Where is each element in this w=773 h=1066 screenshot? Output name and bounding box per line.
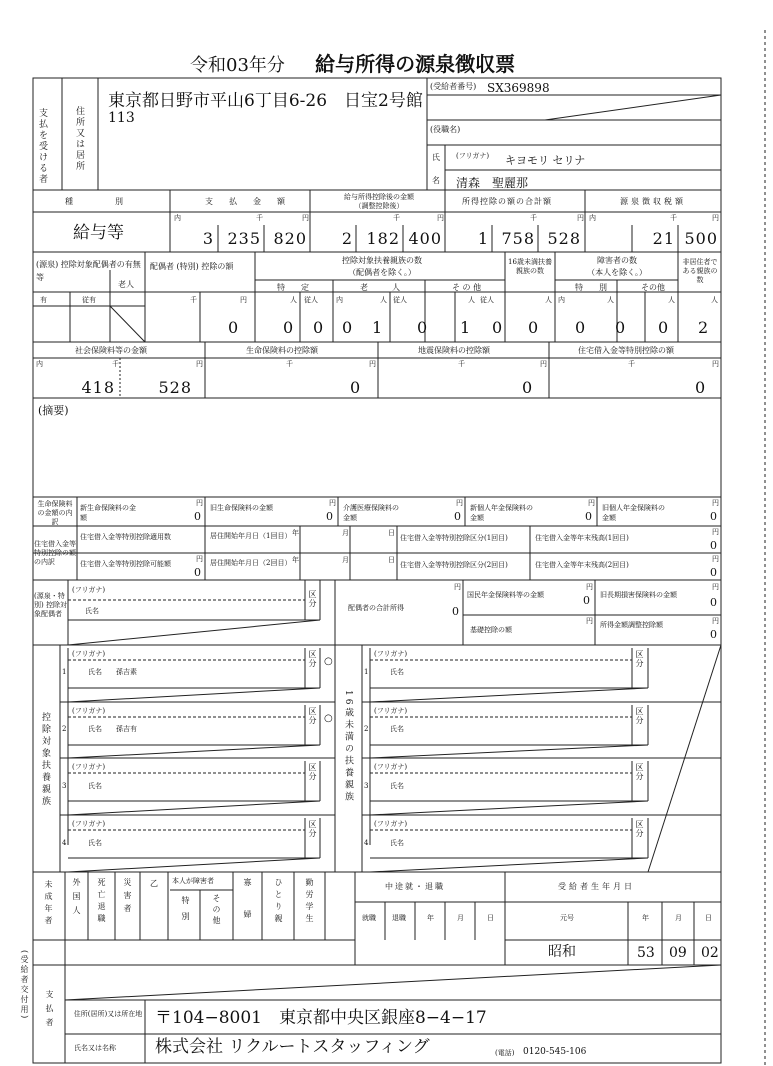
dep-left-mark-2: ○ <box>324 713 333 724</box>
unit-en-11: 円 <box>329 499 336 507</box>
housing-day-2: 日 <box>388 556 395 564</box>
hdr-deps-count: 控除対象扶養親族の数 （配偶者を除く。） <box>342 256 422 277</box>
hdr-spouse-deduction: 配偶者 (特別) 控除の額 <box>150 262 234 271</box>
deps-left-label: 控除対象扶養親族 <box>40 712 50 808</box>
unit-nin-4: 人 <box>545 296 552 304</box>
unit-uchi-4: 内 <box>558 296 565 304</box>
old-longterm-value: 0 <box>710 596 717 609</box>
unit-sen-3: 千 <box>530 214 537 222</box>
dep-right-no-1: 1 <box>364 668 369 676</box>
dep-left-name-2: 孫吉有 <box>116 725 137 733</box>
unit-uchi-1: 内 <box>174 214 181 222</box>
dep-right-kubun-4: 区分 <box>635 820 644 838</box>
unit-nin-7: 人 <box>711 296 718 304</box>
housing-possible-label: 住宅借入金等特別控除可能額 <box>80 560 171 568</box>
deduction-total-thousands: 758 <box>501 229 535 248</box>
disabled-special-uchi: 0 <box>575 318 587 337</box>
dep-left-kubun-3: 区分 <box>308 763 317 781</box>
deduction-total-ones: 528 <box>547 229 581 248</box>
recipient-address-line2: 113 <box>108 110 135 126</box>
flag-minor: 未成年者 <box>44 880 53 928</box>
dep-left-furigana-2: (フリガナ) <box>72 707 106 715</box>
flag-other: その他 <box>212 894 221 927</box>
payee-label: 支払を受ける者 <box>37 108 47 185</box>
hdr-disabled-other: その他 <box>641 283 665 292</box>
social-ones: 528 <box>158 378 192 397</box>
flag-widow: 寡婦 <box>243 878 252 942</box>
spouse-income-label: 配偶者の合計所得 <box>348 604 404 612</box>
basic-deduction-label: 基礎控除の額 <box>470 626 512 634</box>
housing-kubun2-label: 住宅借入金等特別控除区分(2回目) <box>400 561 508 569</box>
unit-en-18: 円 <box>454 583 461 591</box>
dep-left-kubun-4: 区分 <box>308 820 317 838</box>
hdr-deduction-total: 所得控除の額の合計額 <box>462 197 552 206</box>
unit-en-17: 円 <box>712 555 719 563</box>
dep-right-no-3: 3 <box>364 782 369 790</box>
paid-millions: 3 <box>202 229 214 248</box>
remarks-label: (摘要) <box>38 404 69 417</box>
payer-label: 支払者 <box>45 990 54 1032</box>
payer-address: 〒104−8001 東京都中央区銀座8−4−17 <box>155 1008 487 1028</box>
unit-en-13: 円 <box>588 499 595 507</box>
spouse-furigana-label: (フリガナ) <box>72 586 106 594</box>
flag-disaster: 災害者 <box>123 878 132 917</box>
housing-month-2: 月 <box>342 556 349 564</box>
flag-single-parent: ひとり親 <box>274 878 283 926</box>
birth-year-label: 年 <box>642 914 649 922</box>
unit-en-14: 円 <box>712 499 719 507</box>
dep-right-kubun-3: 区分 <box>635 763 644 781</box>
dep-left-no-2: 2 <box>62 725 67 733</box>
dep-left-furigana-3: (フリガナ) <box>72 763 106 771</box>
old-longterm-label: 旧長期損害保険料の金額 <box>600 591 677 599</box>
life-detail-label: 生命保険料の金額の内訳 <box>37 500 73 526</box>
recipient-no-label: (受給者番号) <box>430 82 477 91</box>
special-juu-count: 0 <box>313 318 325 337</box>
national-pension-value: 0 <box>583 594 590 607</box>
unit-en-3: 円 <box>577 214 584 222</box>
new-life-value: 0 <box>194 510 201 523</box>
disabled-other-count: 0 <box>658 318 670 337</box>
new-pension-label: 新個人年金保険料の金額 <box>470 504 533 522</box>
flag-day: 日 <box>487 914 494 922</box>
old-life-value: 0 <box>326 510 333 523</box>
unit-nin-2: 人 <box>380 296 387 304</box>
special-count: 0 <box>283 318 295 337</box>
housing-balance1-label: 住宅借入金等年末残高(1回目) <box>535 534 629 542</box>
dep-right-name-label-3: 氏名 <box>390 782 404 790</box>
dep-left-furigana-4: (フリガナ) <box>72 820 106 828</box>
housing-value: 0 <box>695 378 707 397</box>
summary-type: 給与等 <box>73 223 124 243</box>
hdr-elderly: 老人 <box>118 280 134 289</box>
unit-sen-4: 千 <box>670 214 677 222</box>
hdr-spouse-flag: (源泉) 控除対象配偶者の有無等 <box>36 260 141 282</box>
unit-sen-6: 千 <box>112 360 119 368</box>
housing-balance2-value: 0 <box>710 566 717 579</box>
flag-leave: 退職 <box>392 914 406 922</box>
dep-left-kubun-1: 区分 <box>308 650 317 668</box>
housing-start2-label: 居住開始年月日（2回目） <box>210 559 292 567</box>
hdr-under16: 16歳未満扶養親族の数 <box>508 258 552 275</box>
flag-foreign: 外国人 <box>72 878 81 920</box>
birth-label: 受給者生年月日 <box>558 882 635 891</box>
housing-start1-label: 居住開始年月日（1回目） <box>210 532 292 540</box>
unit-en-8: 円 <box>540 360 547 368</box>
after-deduction-millions: 2 <box>341 229 353 248</box>
housing-balance1-value: 0 <box>710 539 717 552</box>
unit-en-16: 円 <box>196 555 203 563</box>
deduction-total-millions: 1 <box>477 229 489 248</box>
after-deduction-thousands: 182 <box>366 229 400 248</box>
spouse-deduction-value: 0 <box>228 318 240 337</box>
unit-en-9: 円 <box>712 360 719 368</box>
dep-left-name-label-3: 氏名 <box>88 782 102 790</box>
hdr-earthquake: 地震保険料の控除額 <box>418 346 490 355</box>
hdr-paid: 支 払 金 額 <box>205 197 289 206</box>
hdr-elderly2: 老 人 <box>360 283 400 292</box>
recipient-furigana: キヨモリ セリナ <box>505 154 586 167</box>
unit-uchi-2: 内 <box>589 214 596 222</box>
adjust-label: 所得金額調整控除額 <box>600 621 663 629</box>
housing-day-1: 日 <box>388 529 395 537</box>
flag-year: 年 <box>427 914 434 922</box>
dep-left-no-4: 4 <box>62 839 67 847</box>
lbl-has: 有 <box>40 296 47 304</box>
adjust-value: 0 <box>710 628 717 641</box>
address-label: 住所又は居所 <box>74 106 84 172</box>
unit-uchi-3: 内 <box>336 296 343 304</box>
recipient-name: 清森 聖麗那 <box>456 176 529 190</box>
old-pension-label: 旧個人年金保険料の金額 <box>602 504 665 522</box>
new-pension-value: 0 <box>585 510 592 523</box>
birth-day-label: 日 <box>705 914 712 922</box>
dep-right-furigana-3: (フリガナ) <box>374 763 408 771</box>
hdr-other: そ の 他 <box>452 283 482 292</box>
hdr-after-deduction: 給与所得控除後の金額 （調整控除後） <box>344 193 414 210</box>
birth-day: 02 <box>701 945 719 961</box>
housing-balance2-label: 住宅借入金等年末残高(2回目) <box>535 561 629 569</box>
dep-left-mark-1: ○ <box>324 656 333 667</box>
lbl-juuyu: 従有 <box>82 296 96 304</box>
hdr-withholding: 源泉徴収税額 <box>620 197 686 206</box>
unit-sen-7: 千 <box>286 360 293 368</box>
elderly-count: 1 <box>372 318 384 337</box>
dep-right-no-4: 4 <box>364 839 369 847</box>
housing-month-1: 月 <box>342 529 349 537</box>
unit-en-21: 円 <box>712 583 719 591</box>
unit-sen-1: 千 <box>256 214 263 222</box>
unit-en-12: 円 <box>456 499 463 507</box>
flag-midyear: 中途就・退職 <box>385 882 445 891</box>
dep-left-furigana-1: (フリガナ) <box>72 650 106 658</box>
hdr-nonresident: 非居住者である親族の数 <box>682 258 718 284</box>
dep-right-furigana-1: (フリガナ) <box>374 650 408 658</box>
unit-nin-3: 人 <box>468 296 475 304</box>
dep-left-name-label-1: 氏名 <box>88 668 102 676</box>
unit-juunin-2: 従人 <box>393 296 407 304</box>
paid-ones: 820 <box>273 229 307 248</box>
flag-special: 特別 <box>181 896 190 928</box>
dep-right-kubun-2: 区分 <box>635 707 644 725</box>
housing-year-1: 年 <box>292 529 299 537</box>
unit-en-20: 円 <box>586 617 593 625</box>
unit-uchi-5: 内 <box>36 360 43 368</box>
flag-month: 月 <box>457 914 464 922</box>
dep-left-no-1: 1 <box>62 668 67 676</box>
flag-disabled-self: 本人が障害者 <box>172 877 214 885</box>
flag-join: 就職 <box>362 914 376 922</box>
unit-en-2: 円 <box>437 214 444 222</box>
care-label: 介護医療保険料の金額 <box>343 504 399 522</box>
new-life-label: 新生命保険料の金額 <box>80 504 136 522</box>
unit-en-22: 円 <box>712 617 719 625</box>
unit-nin-6: 人 <box>668 296 675 304</box>
unit-en-15: 円 <box>712 528 719 536</box>
unit-sen-5: 千 <box>190 296 197 304</box>
dep-right-furigana-2: (フリガナ) <box>374 707 408 715</box>
unit-en-7: 円 <box>369 360 376 368</box>
hdr-disabled: 障害者の数 （本人を除く。） <box>587 256 647 277</box>
earthquake-value: 0 <box>522 378 534 397</box>
other-juu-count: 0 <box>492 318 504 337</box>
old-life-label: 旧生命保険料の金額 <box>210 504 273 512</box>
dep-left-name-label-2: 氏名 <box>88 725 102 733</box>
flag-otsu: 乙 <box>150 879 158 888</box>
hdr-social: 社会保険料等の金額 <box>75 346 147 355</box>
name-label-2: 名 <box>432 176 440 185</box>
unit-sen-8: 千 <box>458 360 465 368</box>
unit-nin-1: 人 <box>290 296 297 304</box>
housing-detail-label: 住宅借入金等特別控除の額の内訳 <box>34 540 76 566</box>
hdr-life: 生命保険料の控除額 <box>246 346 318 355</box>
birth-month: 09 <box>669 945 687 961</box>
nonresident-count: 2 <box>698 318 710 337</box>
spouse-name-label: 氏名 <box>85 607 99 615</box>
dep-right-name-label-2: 氏名 <box>390 725 404 733</box>
dep-right-furigana-4: (フリガナ) <box>374 820 408 828</box>
unit-nin-5: 人 <box>607 296 614 304</box>
birth-year: 53 <box>637 945 655 961</box>
housing-possible-value: 0 <box>194 566 201 579</box>
deps-mid-label: 16歳未満の扶養親族 <box>343 690 353 804</box>
side-label: (受給者交付用) <box>20 950 29 1021</box>
era-label: 元号 <box>560 914 574 922</box>
dep-right-name-label-1: 氏名 <box>390 668 404 676</box>
after-deduction-ones: 400 <box>408 229 442 248</box>
payer-tel: 0120-545-106 <box>523 1047 587 1057</box>
social-thousands: 418 <box>81 378 115 397</box>
unit-en-19: 円 <box>586 583 593 591</box>
dep-left-no-3: 3 <box>62 782 67 790</box>
dep-right-name-label-4: 氏名 <box>390 839 404 847</box>
recipient-address-line1: 東京都日野市平山6丁目6-26 日宝2号館 <box>108 91 423 111</box>
housing-kubun1-label: 住宅借入金等特別控除区分(1回目) <box>400 534 508 542</box>
flag-death: 死亡退職 <box>97 878 106 926</box>
unit-en-1: 円 <box>302 214 309 222</box>
hdr-housing: 住宅借入金等特別控除の額 <box>578 346 674 355</box>
dep-left-kubun-2: 区分 <box>308 707 317 725</box>
payer-address-label: 住所(居所)又は所在地 <box>73 1010 143 1018</box>
care-value: 0 <box>454 510 461 523</box>
hdr-special: 特 定 <box>277 283 309 292</box>
elderly-uchi-count: 0 <box>342 318 354 337</box>
unit-en-5: 円 <box>240 296 247 304</box>
payer-tel-label: (電話) <box>495 1049 515 1057</box>
payer-name: 株式会社 リクルートスタッフィング <box>155 1037 430 1057</box>
hdr-type: 種 別 <box>65 197 125 206</box>
housing-year-2: 年 <box>292 556 299 564</box>
disabled-special-count: 0 <box>615 318 627 337</box>
unit-en-10: 円 <box>196 499 203 507</box>
withholding-thousands: 21 <box>652 229 675 248</box>
old-pension-value: 0 <box>710 510 717 523</box>
birth-month-label: 月 <box>675 914 682 922</box>
unit-en-4: 円 <box>712 214 719 222</box>
under16-count: 0 <box>528 318 540 337</box>
dep-left-name-1: 孫吉素 <box>116 668 137 676</box>
other-count: 1 <box>460 318 472 337</box>
dep-left-name-label-4: 氏名 <box>88 839 102 847</box>
spouse-kubun-label: 区分 <box>308 590 317 608</box>
housing-applicable-label: 住宅借入金等特別控除適用数 <box>80 533 171 541</box>
dep-right-no-2: 2 <box>364 725 369 733</box>
unit-juunin-1: 従人 <box>304 296 318 304</box>
flag-student: 勤労学生 <box>305 878 314 926</box>
payer-name-label: 氏名又は名称 <box>74 1044 116 1052</box>
recipient-no: SX369898 <box>487 81 550 95</box>
unit-juunin-3: 従人 <box>480 296 494 304</box>
birth-era: 昭和 <box>548 944 576 960</box>
hdr-disabled-special: 特 別 <box>575 283 607 292</box>
unit-sen-9: 千 <box>628 360 635 368</box>
life-value: 0 <box>350 378 362 397</box>
paid-thousands: 235 <box>227 229 261 248</box>
spouse-detail-label: (源泉・特別) 控除対象配偶者 <box>34 592 67 618</box>
unit-en-6: 円 <box>196 360 203 368</box>
withholding-ones: 500 <box>684 229 718 248</box>
spouse-income-value: 0 <box>452 605 459 618</box>
title-year: 令和03年分 <box>190 55 285 76</box>
elderly-juu-count: 0 <box>417 318 429 337</box>
title-main: 給与所得の源泉徴収票 <box>315 52 516 76</box>
furigana-label: (フリガナ) <box>456 152 490 160</box>
dep-right-kubun-1: 区分 <box>635 650 644 668</box>
unit-sen-2: 千 <box>393 214 400 222</box>
name-label-1: 氏 <box>432 153 440 162</box>
national-pension-label: 国民年金保険料等の金額 <box>467 591 544 599</box>
position-label: (役職名) <box>430 125 461 134</box>
